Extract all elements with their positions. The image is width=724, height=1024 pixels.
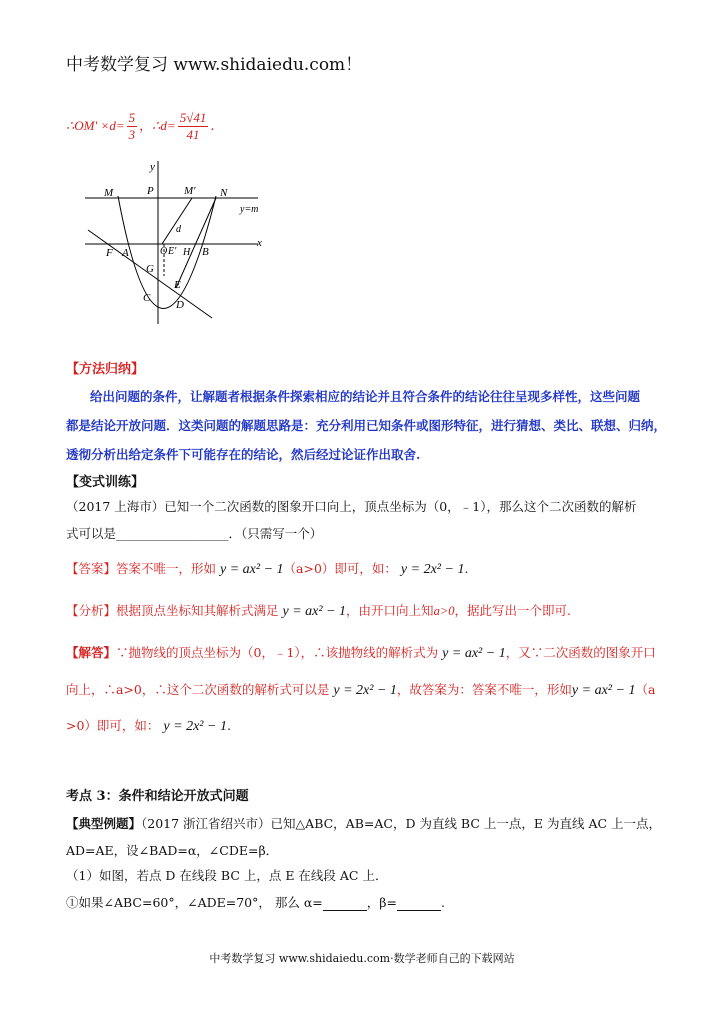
analysis-formula: y = ax² − 1	[282, 604, 347, 619]
label-d: d	[176, 224, 181, 235]
solution-formula-3: y = ax² − 1	[571, 683, 636, 698]
solution-line-3	[66, 716, 666, 735]
fraction-5-3	[127, 110, 138, 143]
solution-text-3a: >0）即可，如：	[66, 718, 160, 733]
analysis-line	[66, 601, 666, 620]
result-separator: ，	[139, 119, 153, 134]
solution-text-2b: ，故答案为：答案不唯一，形如	[396, 682, 572, 697]
example-text-4b: ，β=	[366, 895, 397, 910]
example-line-2: AD=AE，设∠BAD=α，∠CDE=β．	[66, 843, 279, 858]
label-y: y	[150, 161, 155, 173]
example-end: .	[440, 895, 445, 910]
label-y-equals-m: y=m	[240, 204, 259, 215]
method-title: 【方法归纳】	[66, 362, 145, 377]
segment-n	[176, 198, 216, 288]
answer-end: .	[464, 561, 469, 576]
method-line-2: 都是结论开放问题．这类问题的解题思路是：充分利用已知条件或图形特征，进行猜想、类比、联想、归纳，	[66, 418, 667, 433]
solution-formula-2: y = 2x² − 1	[333, 683, 397, 698]
label-m-prime: M′	[184, 185, 196, 197]
example-text-1: （2017 浙江省绍兴市）已知△ABC，AB=AC，D 为直线 BC 上一点，E 为直线 AC 上一点，	[141, 816, 662, 831]
label-d-point: D	[176, 299, 184, 311]
answer-condition: （a>0）即可，如：	[283, 561, 397, 576]
label-e: E	[174, 279, 181, 291]
parabola-figure	[80, 156, 280, 326]
label-m: M	[104, 187, 114, 199]
analysis-tag: 【分析】	[66, 603, 117, 618]
label-b: B	[202, 246, 209, 258]
fraction-numerator: 5√41	[179, 110, 207, 125]
result-line	[66, 106, 214, 146]
solution-line-2	[66, 680, 666, 699]
answer-line	[66, 559, 666, 578]
label-e-prime: E′	[168, 246, 177, 257]
result-therefore-b: ∴d=	[152, 118, 176, 133]
analysis-text-3: ，据此写出一个即可.	[454, 603, 571, 618]
label-a: A	[122, 247, 129, 259]
label-h: H	[183, 247, 191, 258]
fraction-denominator: 41	[186, 127, 200, 142]
alpha-answer-blank[interactable]	[323, 895, 367, 911]
method-line-3: 透彻分析出给定条件下可能存在的结论，然后经过论证作出取舍.	[66, 447, 421, 462]
example-text-4a: ①如果∠ABC=60°，∠ADE=70°， 那么 α=	[66, 895, 323, 910]
section-3-title: 考点 3：条件和结论开放式问题	[66, 789, 249, 804]
variant-question-line-1: （2017 上海市）已知一个二次函数的图象开口向上，顶点坐标为（0，﹣1），那么这个二次函数的解析	[66, 499, 637, 514]
solution-text-2c: （a	[635, 682, 656, 697]
result-therefore-a: ∴OM′ ×d=	[66, 118, 125, 133]
segment-m-prime	[162, 198, 192, 244]
solution-line-1	[66, 643, 666, 662]
label-c: C	[143, 292, 151, 304]
solution-end: .	[226, 718, 231, 733]
beta-answer-blank[interactable]	[397, 895, 441, 911]
label-x: x	[257, 237, 262, 249]
solution-text-2a: 向上，∴a>0，∴这个二次函数的解析式可以是	[66, 682, 330, 697]
fraction-5sqrt41-41	[178, 110, 209, 143]
answer-tag: 【答案】	[66, 561, 117, 576]
variant-title: 【变式训练】	[66, 475, 145, 490]
answer-formula-example: y = 2x² − 1	[400, 562, 465, 577]
answer-formula-general: y = ax² − 1	[220, 562, 284, 577]
example-tag: 【典型例题】	[66, 816, 142, 831]
fraction-denominator: 3	[128, 127, 136, 142]
analysis-condition: a>0	[433, 604, 455, 618]
method-line-1: 给出问题的条件，让解题者根据条件探索相应的结论并且符合条件的结论往往呈现多样性，这些问题	[90, 389, 641, 404]
label-f: F	[106, 247, 113, 259]
result-end: .	[210, 119, 215, 134]
page-header: 中考数学复习 www.shidaiedu.com！	[66, 55, 363, 75]
label-p: P	[147, 185, 154, 197]
example-line-3: （1）如图，若点 D 在线段 BC 上，点 E 在线段 AC 上．	[66, 868, 388, 883]
page-footer: 中考数学复习 www.shidaiedu.com·数学老师自己的下载网站	[209, 952, 515, 965]
label-o: O	[160, 246, 168, 257]
solution-text-1b: ，又∵二次函数的图象开口	[505, 645, 656, 660]
analysis-text-2: ，由开口向上知	[346, 603, 434, 618]
variant-question-line-2: 式可以是__________________．（只需写一个）	[66, 526, 323, 541]
example-line-4	[66, 893, 666, 911]
label-n: N	[220, 187, 228, 199]
solution-formula-4: y = 2x² − 1	[163, 719, 227, 734]
solution-formula-1: y = ax² − 1	[442, 646, 506, 661]
fraction-numerator: 5	[128, 110, 136, 125]
label-g: G	[146, 263, 154, 275]
analysis-text-1: 根据顶点坐标知其解析式满足	[116, 603, 279, 618]
answer-text: 答案不唯一，形如	[116, 561, 217, 576]
solution-tag: 【解答】	[66, 645, 117, 660]
solution-text-1a: ∵抛物线的顶点坐标为（0，﹣1），∴该抛物线的解析式为	[116, 645, 439, 660]
example-line-1	[66, 814, 666, 832]
